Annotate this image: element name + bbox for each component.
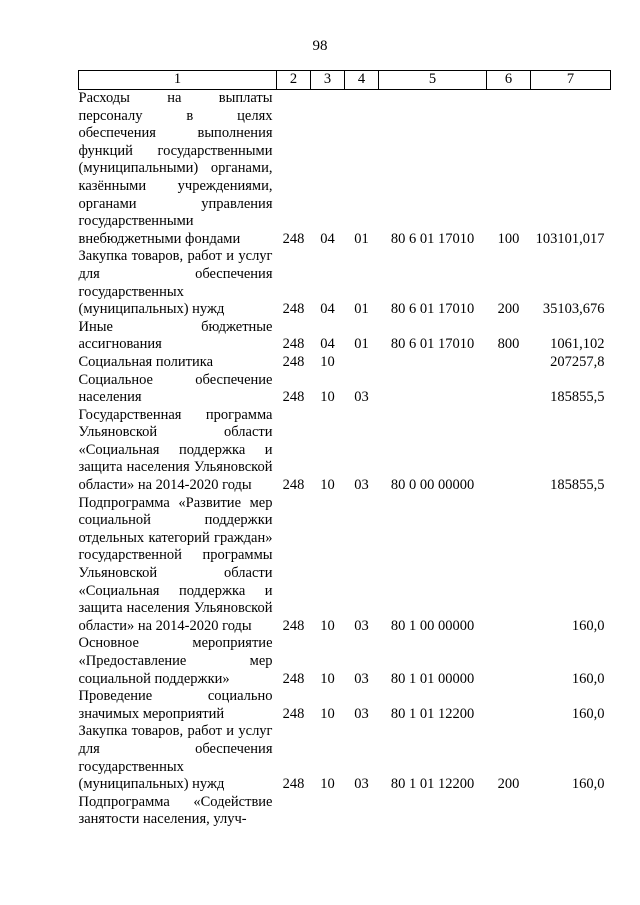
expense-type-code: 100	[497, 230, 520, 247]
subsection-code: 01	[354, 230, 369, 247]
subsection-code: 03	[354, 617, 369, 634]
column-header-7: 7	[531, 71, 611, 90]
section-code: 04	[320, 230, 335, 247]
row-name: Социальная политика	[78, 353, 214, 370]
section-code: 10	[320, 389, 335, 406]
table-row	[79, 90, 611, 249]
column-header-3: 3	[311, 71, 345, 90]
subsection-code: 01	[354, 301, 369, 318]
row-name: Подпрограмма «Содействие занятости населения, улуч-	[78, 793, 273, 828]
target-article-code	[379, 372, 487, 407]
ministry-code: 248	[282, 301, 305, 318]
table-row	[79, 688, 611, 723]
column-header-2: 2	[277, 71, 311, 90]
section-code: 10	[320, 477, 335, 494]
expense-type-code	[487, 407, 531, 495]
table-row	[79, 248, 611, 318]
target-article-code	[379, 354, 487, 372]
row-name: Проведение социально значимых мероприятий	[78, 688, 273, 722]
subsection-code: 03	[354, 776, 369, 793]
target-article-code: 80 1 01 12200	[390, 776, 475, 793]
table-header-row	[79, 71, 611, 90]
row-name: Расходы на выплаты персоналу в целях обеспечения выполнения функций государственными (муниципальными) органами, казёнными учреждениями, органами управления государственными внебюджетными фондами	[78, 90, 273, 247]
subsection-code: 03	[354, 477, 369, 494]
amount: 160,0	[571, 670, 605, 687]
row-name: Закупка товаров, работ и услуг для обеспечения государственных (муниципальных) нужд	[78, 248, 273, 318]
amount: 160,0	[571, 617, 605, 634]
amount: 35103,676	[542, 301, 605, 318]
expense-type-code: 200	[497, 776, 520, 793]
amount: 207257,8	[550, 353, 605, 370]
budget-table	[78, 70, 611, 829]
expense-type-code	[487, 794, 531, 829]
ministry-code: 248	[282, 336, 305, 353]
table-row	[79, 794, 611, 829]
section-code: 10	[320, 705, 335, 722]
column-header-4: 4	[345, 71, 379, 90]
subsection-code	[345, 794, 379, 829]
ministry-code: 248	[282, 477, 305, 494]
amount: 103101,017	[535, 230, 605, 247]
ministry-code: 248	[282, 353, 305, 370]
subsection-code: 01	[354, 336, 369, 353]
amount: 160,0	[571, 776, 605, 793]
subsection-code	[345, 354, 379, 372]
amount: 185855,5	[550, 389, 605, 406]
section-code: 04	[320, 336, 335, 353]
table-row	[79, 372, 611, 407]
ministry-code: 248	[282, 230, 305, 247]
ministry-code	[277, 794, 311, 829]
target-article-code: 80 6 01 17010	[390, 301, 475, 318]
section-code: 10	[320, 670, 335, 687]
expense-type-code	[487, 372, 531, 407]
amount	[531, 794, 611, 829]
section-code	[311, 794, 345, 829]
table-row	[79, 723, 611, 793]
table-row	[79, 407, 611, 495]
target-article-code: 80 1 01 12200	[390, 705, 475, 722]
target-article-code: 80 6 01 17010	[390, 230, 475, 247]
section-code: 10	[320, 617, 335, 634]
expense-type-code	[487, 495, 531, 636]
table-row	[79, 319, 611, 354]
row-name: Иные бюджетные ассигнования	[78, 318, 273, 353]
table-row	[79, 635, 611, 688]
row-name: Социальное обеспечение населения	[78, 371, 273, 406]
ministry-code: 248	[282, 670, 305, 687]
row-name: Государственная программа Ульяновской области «Социальная поддержка и защита населения Ульяновской области» на 2014-2020 годы	[78, 406, 273, 494]
subsection-code: 03	[354, 705, 369, 722]
column-header-6: 6	[487, 71, 531, 90]
row-name: Основное мероприятие «Предоставление мер социальной поддержки»	[78, 635, 273, 687]
row-name: Закупка товаров, работ и услуг для обеспечения государственных (муниципальных) нужд	[78, 723, 273, 793]
table-row	[79, 495, 611, 636]
subsection-code: 03	[354, 670, 369, 687]
section-code: 10	[320, 776, 335, 793]
section-code: 04	[320, 301, 335, 318]
expense-type-code: 200	[497, 301, 520, 318]
amount: 160,0	[571, 705, 605, 722]
amount: 1061,102	[550, 336, 605, 353]
target-article-code: 80 1 00 00000	[390, 617, 475, 634]
subsection-code: 03	[354, 389, 369, 406]
amount: 185855,5	[550, 477, 605, 494]
column-header-5: 5	[379, 71, 487, 90]
target-article-code	[379, 794, 487, 829]
ministry-code: 248	[282, 776, 305, 793]
page-number: 98	[312, 38, 328, 54]
table-row	[79, 354, 611, 372]
ministry-code: 248	[282, 617, 305, 634]
target-article-code: 80 1 01 00000	[390, 670, 475, 687]
expense-type-code	[487, 688, 531, 723]
ministry-code: 248	[282, 389, 305, 406]
target-article-code: 80 6 01 17010	[390, 336, 475, 353]
expense-type-code: 800	[497, 336, 520, 353]
target-article-code: 80 0 00 00000	[390, 477, 475, 494]
row-name: Подпрограмма «Развитие мер социальной поддержки отдельных категорий граждан» государственной программы Ульяновской области «Социальная поддержка и защита населения Ульяновской области» на 2014-2020 годы	[78, 494, 273, 634]
expense-type-code	[487, 354, 531, 372]
column-header-1: 1	[79, 71, 277, 90]
ministry-code: 248	[282, 705, 305, 722]
expense-type-code	[487, 635, 531, 688]
section-code: 10	[320, 353, 335, 370]
